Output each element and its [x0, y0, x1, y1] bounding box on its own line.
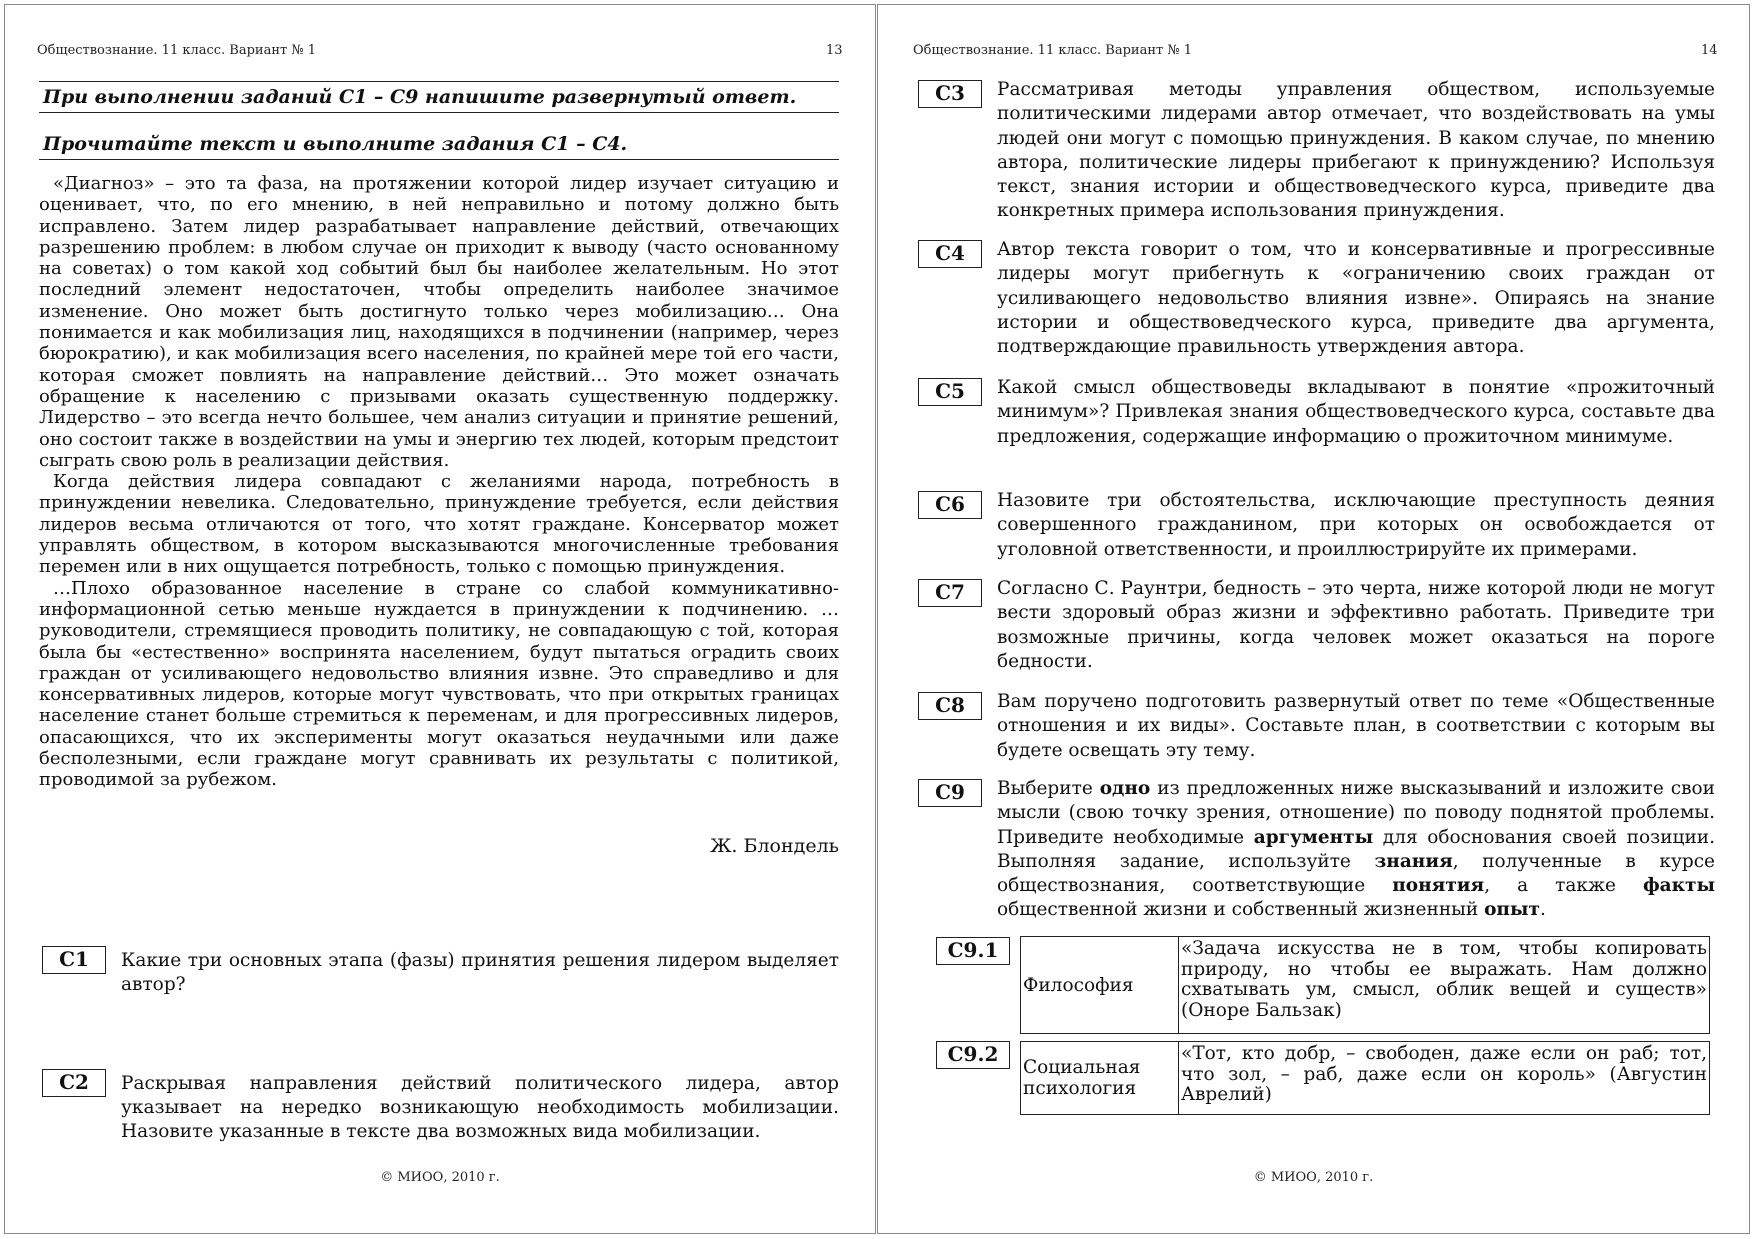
quote-text: «Задача искусства не в том, чтобы копировать природу, но чтобы ее выражать. Нам должно схватывать ум, смысл, облик вещей и существ» (Оноре Бальзак)	[1181, 938, 1707, 1021]
quote-text: «Тот, кто добр, – свободен, даже если он раб; тот, что зол, – раб, даже если он король» (Августин Аврелий)	[1181, 1043, 1707, 1105]
paragraph: «Диагноз» – это та фаза, на протяжении которой лидер изучает ситуацию и оценивает, что, по его мнению, в ней неправильно и потому должно быть исправлено. Затем лидер разрабатывает направление действий, отвечающих разрешению проблем: в любом случае он приходит к выводу (часто основанному на советах) о том какой ход событий был бы наиболее желательным. Но этот последний элемент недостаточен, чтобы определить наиболее значимое изменение. Оно может быть достигнуто только через мобилизацию… Она понимается и как мобилизация лиц, находящихся в подчинении (например, через бюрократию), и как мобилизация всего населения, по крайней мере той его части, которая сможет повлиять на направление действий… Это может означать обращение к населению с призывами оказать существенную поддержку. Лидерство – это всегда нечто большее, чем анализ ситуации и принятие решений, оно состоит также в воздействии на умы и энергию тех людей, которым предстоит сыграть свою роль в реализации действия.	[39, 173, 839, 471]
task-c9-text: Выберите одно из предложенных ниже высказываний и изложите свои мысли (свою точку зрения, отношение) по поводу поднятой проблемы. Приведите необходимые аргументы для обоснования своей позиции. Выполняя задание, используйте знания, полученные в курсе обществознания, соответствующие понятия, а также факты общественной жизни и собственный жизненный опыт.	[997, 778, 1715, 921]
task-c5-text: Какой смысл обществоведы вкладывают в понятие «прожиточный минимум»? Привлекая знания обществоведческого курса, составьте два предложения, содержащие информацию о прожиточном минимуме.	[997, 377, 1715, 447]
page-number: 13	[826, 43, 843, 58]
quote-category: Философия	[1021, 937, 1179, 1033]
page-footer: © МИОО, 2010 г.	[380, 1170, 500, 1185]
task-label-c2: С2	[42, 1069, 106, 1097]
task-label-c9-1: С9.1	[936, 937, 1010, 965]
quote-table-c9-2	[1020, 1041, 1710, 1115]
task-label-c5: С5	[918, 378, 982, 406]
quote-category: Социальная психология	[1021, 1042, 1179, 1114]
task-c6-text: Назовите три обстоятельства, исключающие преступность деяния совершенного гражданином, при которых он освобождается от уголовной ответственности, и проиллюстрируйте их примерами.	[997, 490, 1715, 560]
task-c2-text: Раскрывая направления действий политического лидера, автор указывает на нередко возникающую необходимость мобилизации. Назовите указанные в тексте два возможных вида мобилизации.	[121, 1073, 839, 1142]
quote-table-c9-1	[1020, 936, 1710, 1034]
page-header: Обществознание. 11 класс. Вариант № 1	[37, 43, 317, 58]
task-c1-text: Какие три основных этапа (фазы) принятия решения лидером выделяет автор?	[121, 950, 839, 995]
page-header: Обществознание. 11 класс. Вариант № 1	[913, 43, 1193, 58]
task-label-c6: С6	[918, 491, 982, 519]
task-label-c9-2: С9.2	[936, 1041, 1010, 1069]
task-c8-text: Вам поручено подготовить развернутый ответ по теме «Общественные отношения и их виды». Составьте план, в соответствии с которым вы будете освещать эту тему.	[997, 691, 1715, 761]
page-number: 14	[1701, 43, 1718, 58]
task-label-c3: С3	[918, 80, 982, 108]
task-c4-text: Автор текста говорит о том, что и консервативные и прогрессивные лидеры могут прибегнуть к «ограничению своих граждан от усиливающего недовольство влияния извне». Опираясь на знание истории и обществоведческого курса, приведите два аргумента, подтверждающие правильность утверждения автора.	[997, 239, 1715, 358]
task-label-c9: С9	[918, 779, 982, 807]
task-c3-text: Рассматривая методы управления обществом, используемые политическими лидерами автор отмечает, что воздействовать на умы людей они могут с помощью принуждения. В каком случае, по мнению автора, политические лидеры прибегают к принуждению? Используя текст, знания истории и обществоведческого курса, приведите два конкретных примера использования принуждения.	[997, 79, 1715, 222]
paragraph: …Плохо образованное население в стране со слабой коммуникативно-информационной сетью меньше нуждается в принуждении к подчинению. … руководители, стремящиеся проводить политику, не совпадающую с той, которая была бы «естественно» воспринята населением, будут пытаться оградить своих граждан от усиливающего недовольство влияния извне. Это справедливо и для консервативных лидеров, которые могут чувствовать, что при открытых границах население станет больше стремиться к переменам, и для прогрессивных лидеров, опасающихся, что их эксперименты могут оказаться неудачными или даже бесполезными, если граждане могут сравнивать их результаты с политикой, проводимой за рубежом.	[39, 577, 839, 791]
instruction-extended-answer: При выполнении заданий С1 – С9 напишите развернутый ответ.	[39, 81, 839, 113]
instruction-read-text: Прочитайте текст и выполните задания С1 – С4.	[39, 129, 839, 160]
task-label-c8: С8	[918, 692, 982, 720]
task-label-c4: С4	[918, 240, 982, 268]
page-14	[877, 4, 1750, 1234]
task-c7-text: Согласно С. Раунтри, бедность – это черта, ниже которой люди не могут вести здоровый образ жизни и эффективно работать. Приведите три возможные причины, когда человек может оказаться на пороге бедности.	[997, 578, 1715, 672]
source-text	[39, 173, 839, 791]
text-author: Ж. Блондель	[710, 835, 839, 857]
page-13	[4, 4, 876, 1234]
page-footer: © МИОО, 2010 г.	[1253, 1170, 1374, 1185]
paragraph: Когда действия лидера совпадают с желаниями народа, потребность в принуждении невелика. Следовательно, принуждение требуется, если действия лидеров весьма отличаются от того, что хотят граждане. Консерватор может управлять обществом, в котором высказываются многочисленные требования перемен или в них ощущается потребность, только с помощью принуждения.	[39, 471, 839, 578]
task-label-c1: С1	[42, 946, 106, 974]
task-label-c7: С7	[918, 579, 982, 607]
